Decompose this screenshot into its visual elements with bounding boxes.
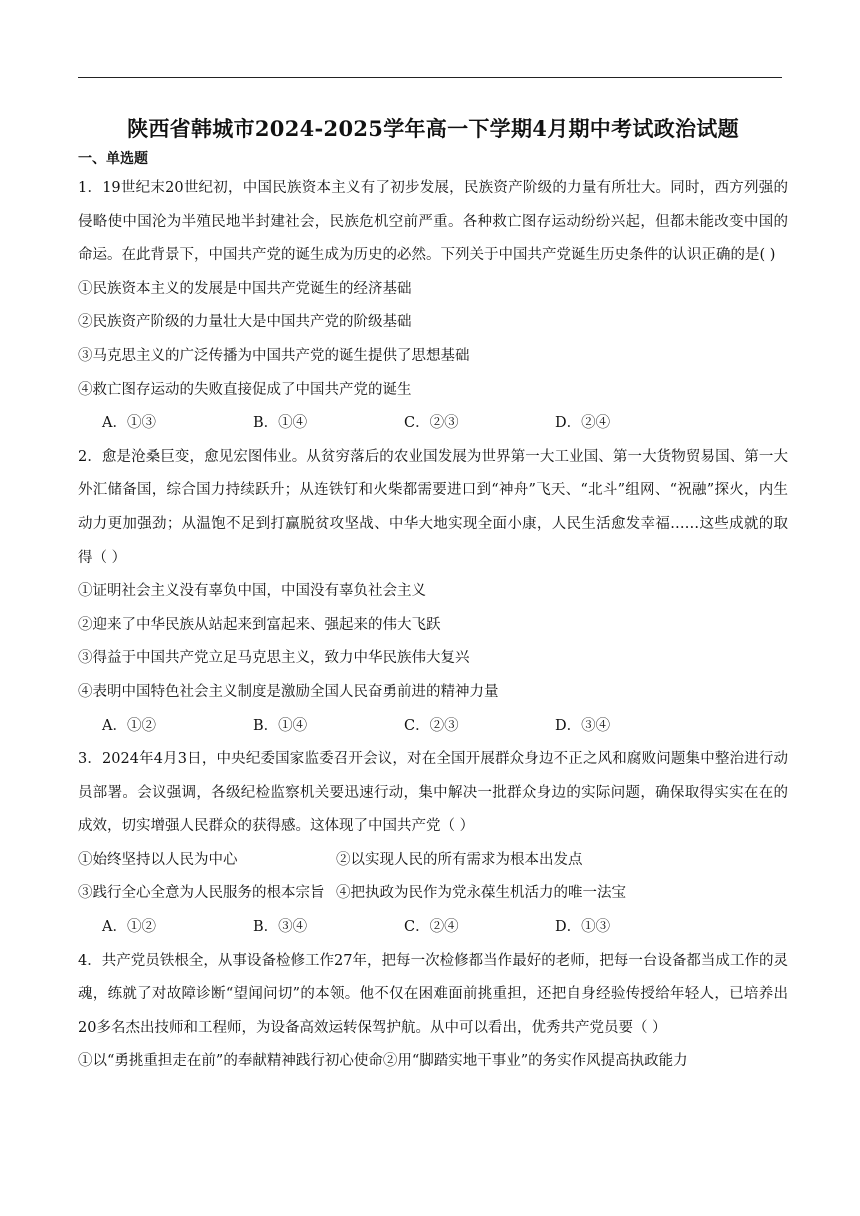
statement-option: ②民族资产阶级的力量壮大是中国共产党的阶级基础 [78,314,412,331]
statement-option: ④把执政为民作为党永葆生机活力的唯一法宝 [336,885,626,902]
statement-option: ④表明中国特色社会主义制度是激励全国人民奋勇前进的精神力量 [78,683,499,700]
choice-d: D．①③ [555,919,611,936]
answer-choices [78,710,788,744]
answer-choices [78,407,788,441]
choice-b: B．①④ [253,717,308,734]
choice-d: D．②④ [555,415,611,432]
statement-option-row [78,877,788,911]
statement-option: ①始终坚持以人民为中心 [78,851,238,868]
section-title: 一、单选题 [78,151,148,167]
header-rule [78,77,782,78]
statement-option-row [78,844,788,878]
statement-option: ③马克思主义的广泛传播为中国共产党的诞生提供了思想基础 [78,347,470,364]
choice-c: C．②③ [404,415,459,432]
statement-option: ③得益于中国共产党立足马克思主义，致力中华民族伟大复兴 [78,650,470,667]
choice-a: A．①③ [102,415,156,432]
statement-option: ②迎来了中华民族从站起来到富起来、强起来的伟大飞跃 [78,616,441,633]
statement-option: ②以实现人民的所有需求为根本出发点 [336,851,583,868]
choice-a: A．①② [102,717,156,734]
statement-option: ①证明社会主义没有辜负中国，中国没有辜负社会主义 [78,583,426,600]
choice-c: C．②④ [404,919,459,936]
answer-choices [78,911,788,945]
question-stem: 3．2024年4月3日，中央纪委国家监委召开会议，对在全国开展群众身边不正之风和腐败问题集中整治进行动员部署。会议强调，各级纪检监察机关要迅速行动，集中解决一批群众身边的实际问题，确保取得实实在在的成效，切实增强人民群众的获得感。这体现了中国共产党（ ） [78,751,788,835]
choice-c: C．②③ [404,717,459,734]
statement-option: ①民族资本主义的发展是中国共产党诞生的经济基础 [78,280,412,297]
statement-option: ③践行全心全意为人民服务的根本宗旨 [78,885,325,902]
question-4 [78,945,788,1079]
question-stem: 1．19世纪末20世纪初，中国民族资本主义有了初步发展，民族资产阶级的力量有所壮大。同时，西方列强的侵略使中国沦为半殖民地半封建社会，民族危机空前严重。各种救亡图存运动纷纷兴起，但都未能改变中国的命运。在此背景下，中国共产党的诞生成为历史的必然。下列关于中国共产党诞生历史条件的认识正确的是( ) [78,180,788,264]
exam-page [78,112,788,1079]
choice-a: A．①② [102,919,156,936]
question-stem: 4．共产党员铁根全，从事设备检修工作27年，把每一次检修都当作最好的老师，把每一台设备都当成工作的灵魂，练就了对故障诊断“望闻问切”的本领。他不仅在困难面前挑重担，还把自身经验传授给年轻人，已培养出20多名杰出技师和工程师，为设备高效运转保驾护航。从中可以看出，优秀共产党员要（ ） [78,952,788,1036]
choice-d: D．③④ [555,717,611,734]
document-title: 陕西省韩城市2024-2025学年高一下学期4月期中考试政治试题 [127,116,739,141]
question-2 [78,441,788,743]
statement-option: ①以“勇挑重担走在前”的奉献精神践行初心使命②用“脚踏实地干事业”的务实作风提高执政能力 [78,1053,688,1070]
question-1 [78,172,788,441]
question-3 [78,743,788,945]
statement-option: ④救亡图存运动的失败直接促成了中国共产党的诞生 [78,381,412,398]
question-stem: 2．愈是沧桑巨变，愈见宏图伟业。从贫穷落后的农业国发展为世界第一大工业国、第一大货物贸易国、第一大外汇储备国，综合国力持续跃升；从连铁钉和火柴都需要进口到“神舟”飞天、“北斗”组网、“祝融”探火，内生动力更加强劲；从温饱不足到打赢脱贫攻坚战、中华大地实现全面小康，人民生活愈发幸福……这些成就的取得（ ） [78,448,788,566]
choice-b: B．①④ [253,415,308,432]
choice-b: B．③④ [253,919,308,936]
